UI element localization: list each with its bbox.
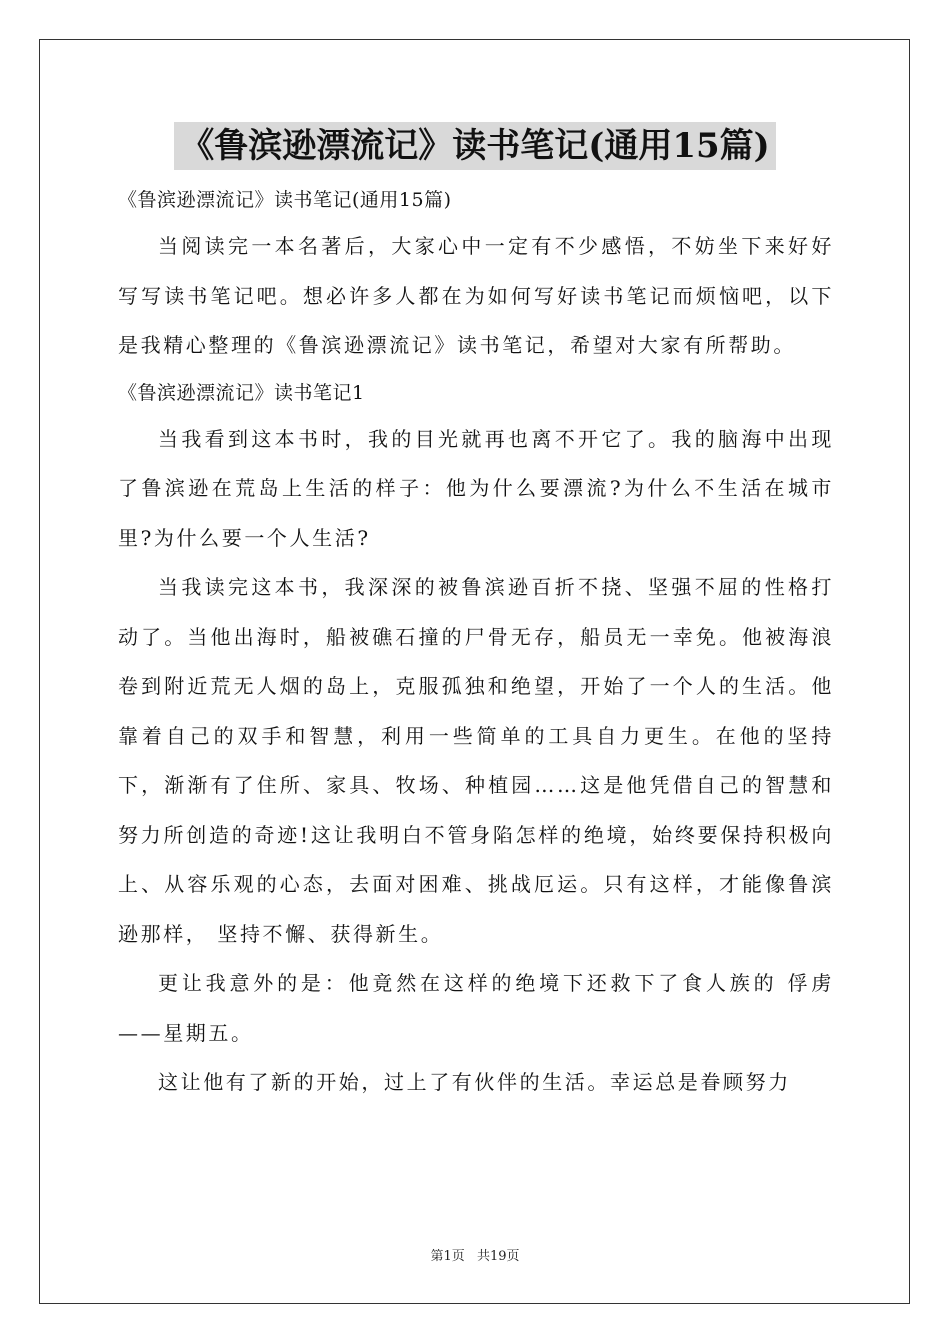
document-subtitle: 《鲁滨逊漂流记》读书笔记(通用15篇)	[118, 189, 452, 211]
section-heading: 《鲁滨逊漂流记》读书笔记1	[118, 381, 365, 404]
body-paragraph: 当我看到这本书时，我的目光就再也离不开它了。我的脑海中出现了鲁滨逊在荒岛上生活的样子：他为什么要漂流?为什么不生活在城市里?为什么要一个人生活?	[118, 426, 834, 550]
page-footer	[0, 1245, 950, 1264]
title-container	[0, 122, 950, 170]
intro-paragraph: 当阅读完一本名著后，大家心中一定有不少感悟，不妨坐下来好好写写读书笔记吧。想必许多人都在为如何写好读书笔记而烦恼吧，以下是我精心整理的《鲁滨逊漂流记》读书笔记，希望对大家有所帮助。	[118, 234, 834, 357]
document-body	[118, 178, 834, 1108]
page-total: 共19页	[476, 1249, 520, 1264]
body-paragraph: 当我读完这本书，我深深的被鲁滨逊百折不挠、坚强不屈的性格打动了。当他出海时，船被礁石撞的尸骨无存，船员无一幸免。他被海浪卷到附近荒无人烟的岛上，克服孤独和绝望，开始了一个人的生活。他靠着自己的双手和智慧，利用一些简单的工具自力更生。在他的坚持下，渐渐有了住所、家具、牧场、种植园……这是他凭借自己的智慧和努力所创造的奇迹!这让我明白不管身陷怎样的绝境，始终要保持积极向上、从容乐观的心态，去面对困难、挑战厄运。只有这样，才能像鲁滨逊那样， 坚持不懈、获得新生。	[118, 575, 834, 946]
page-number: 第1页	[430, 1249, 465, 1264]
body-paragraph: 这让他有了新的开始，过上了有伙伴的生活。幸运总是眷顾努力	[158, 1070, 791, 1094]
body-paragraph: 更让我意外的是：他竟然在这样的绝境下还救下了食人族的 俘虏——星期五。	[118, 971, 834, 1045]
document-title: 《鲁滨逊漂流记》读书笔记(通用15篇)	[174, 122, 776, 170]
